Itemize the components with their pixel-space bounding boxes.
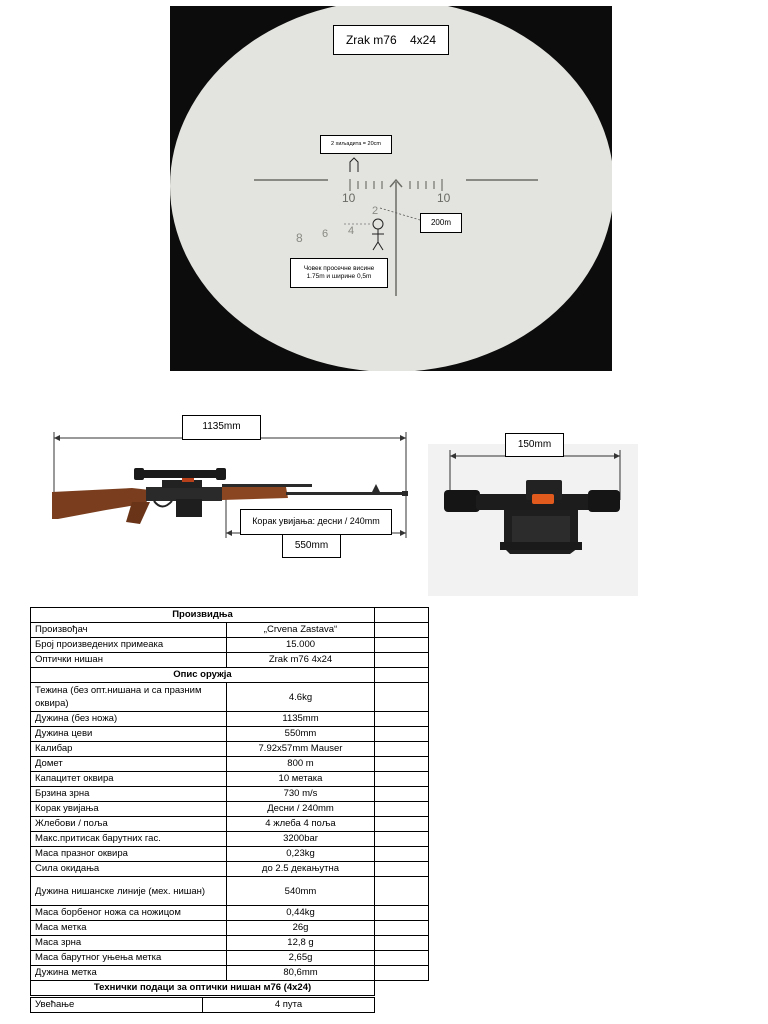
row-label: Маса метка xyxy=(31,921,227,936)
row-value: 4 пута xyxy=(203,998,375,1013)
table-row xyxy=(31,787,429,802)
person-note-line1: Човек просечне висине xyxy=(303,264,375,272)
row-value: до 2.5 декањутна xyxy=(227,862,375,877)
row-label: Произвођач xyxy=(31,623,227,638)
empty-cell xyxy=(375,742,429,757)
empty-cell xyxy=(375,683,429,712)
table-row xyxy=(31,742,429,757)
table-row xyxy=(31,802,429,817)
table-row xyxy=(31,966,429,981)
row-value: 7.92x57mm Mauser xyxy=(227,742,375,757)
table-row xyxy=(31,683,429,712)
row-value: 550mm xyxy=(227,727,375,742)
row-value: 730 m/s xyxy=(227,787,375,802)
row-value: 0,23kg xyxy=(227,847,375,862)
section-title: Технички подаци за оптички нишан м76 (4x24) xyxy=(31,981,375,996)
empty-cell xyxy=(375,832,429,847)
range-mark-6: 6 xyxy=(322,228,329,240)
row-label: Дужина метка xyxy=(31,966,227,981)
table-row xyxy=(31,817,429,832)
row-label: Капацитет оквира xyxy=(31,772,227,787)
row-value: 15.000 xyxy=(227,638,375,653)
row-value: 10 метака xyxy=(227,772,375,787)
row-label: Маса барутног уњења метка xyxy=(31,951,227,966)
section-title: Опис оружја xyxy=(31,668,375,683)
distance-note-label: 200m xyxy=(420,213,462,233)
row-label: Макс.притисак барутних гас. xyxy=(31,832,227,847)
row-value: 26g xyxy=(227,921,375,936)
row-value: 800 m xyxy=(227,757,375,772)
row-value: 2,65g xyxy=(227,951,375,966)
table-section-header xyxy=(31,608,429,623)
empty-cell xyxy=(375,817,429,832)
row-label: Број произведених примеака xyxy=(31,638,227,653)
row-label: Оптички нишан xyxy=(31,653,227,668)
row-value: 540mm xyxy=(227,877,375,906)
row-label: Маса празног оквира xyxy=(31,847,227,862)
scale-label-right: 10 xyxy=(437,191,451,205)
row-label: Дужина (без ножа) xyxy=(31,712,227,727)
rifle-length-label: 1135mm xyxy=(182,415,261,440)
row-label: Сила окидања xyxy=(31,862,227,877)
row-value: 4.6kg xyxy=(227,683,375,712)
empty-cell xyxy=(375,653,429,668)
empty-cell xyxy=(375,906,429,921)
table-row xyxy=(31,951,429,966)
row-value: 1135mm xyxy=(227,712,375,727)
table-row xyxy=(31,862,429,877)
spec-table xyxy=(30,607,429,996)
row-value: Десни / 240mm xyxy=(227,802,375,817)
row-label: Домет xyxy=(31,757,227,772)
barrel-length-label: 550mm xyxy=(282,534,341,558)
empty-cell xyxy=(375,802,429,817)
optic-image xyxy=(428,444,638,596)
row-value: 12,8 g xyxy=(227,936,375,951)
optic-graphic xyxy=(428,444,638,596)
row-label: Брзина зрна xyxy=(31,787,227,802)
empty-cell xyxy=(375,727,429,742)
table-row xyxy=(31,653,429,668)
row-label: Маса зрна xyxy=(31,936,227,951)
section-title: Произвидња xyxy=(31,608,375,623)
person-note-label xyxy=(290,258,388,288)
empty-cell xyxy=(375,608,429,623)
optic-length-label: 150mm xyxy=(505,433,564,457)
table-row xyxy=(31,847,429,862)
empty-cell xyxy=(375,623,429,638)
empty-cell xyxy=(375,772,429,787)
row-value: Zrak m76 4x24 xyxy=(227,653,375,668)
row-value: 3200bar xyxy=(227,832,375,847)
table-row xyxy=(31,727,429,742)
row-label: Маса борбеног ножа са ножицом xyxy=(31,906,227,921)
scale-label-left: 10 xyxy=(342,191,356,205)
row-label: Корак увијања xyxy=(31,802,227,817)
table-row xyxy=(31,832,429,847)
row-label: Увећање xyxy=(31,998,203,1013)
scope-title-label: Zrak m76 4x24 xyxy=(333,25,449,55)
range-mark-4: 4 xyxy=(348,225,355,237)
row-label: Дужина нишанске линије (мех. нишан) xyxy=(31,877,227,906)
table-row xyxy=(31,936,429,951)
table-row xyxy=(31,772,429,787)
empty-cell xyxy=(375,877,429,906)
row-value: „Crvena Zastava“ xyxy=(227,623,375,638)
table-row xyxy=(31,998,375,1013)
table-row xyxy=(31,906,429,921)
empty-cell xyxy=(375,787,429,802)
mil-note-label: 2 хиљадита = 20cm xyxy=(320,135,392,154)
range-mark-8: 8 xyxy=(296,231,303,245)
empty-cell xyxy=(375,847,429,862)
empty-cell xyxy=(375,966,429,981)
empty-cell xyxy=(375,921,429,936)
table-row xyxy=(31,712,429,727)
table-row xyxy=(31,921,429,936)
empty-cell xyxy=(375,638,429,653)
person-note-line2: 1.75m и ширине 0,5m xyxy=(306,273,372,280)
row-label: Калибар xyxy=(31,742,227,757)
empty-cell xyxy=(375,862,429,877)
table-row xyxy=(31,623,429,638)
empty-cell xyxy=(375,757,429,772)
twist-label: Корак увијања: десни / 240mm xyxy=(240,509,392,535)
empty-cell xyxy=(375,936,429,951)
row-value: 0,44kg xyxy=(227,906,375,921)
table-row xyxy=(31,757,429,772)
empty-cell xyxy=(375,668,429,683)
table-row xyxy=(31,877,429,906)
table-row xyxy=(31,638,429,653)
optic-spec-table xyxy=(30,997,375,1013)
row-value: 4 жлеба 4 поља xyxy=(227,817,375,832)
row-label: Тежина (без опт.нишана и са празним оквира) xyxy=(31,683,227,712)
row-label: Жлебови / поља xyxy=(31,817,227,832)
table-section-header xyxy=(31,981,429,996)
row-value: 80,6mm xyxy=(227,966,375,981)
empty-cell xyxy=(375,712,429,727)
range-mark-2: 2 xyxy=(372,205,379,217)
empty-cell xyxy=(375,951,429,966)
scope-reticle-graphic xyxy=(170,6,612,371)
scope-reticle-image xyxy=(170,6,612,371)
table-section-header xyxy=(31,668,429,683)
row-label: Дужина цеви xyxy=(31,727,227,742)
